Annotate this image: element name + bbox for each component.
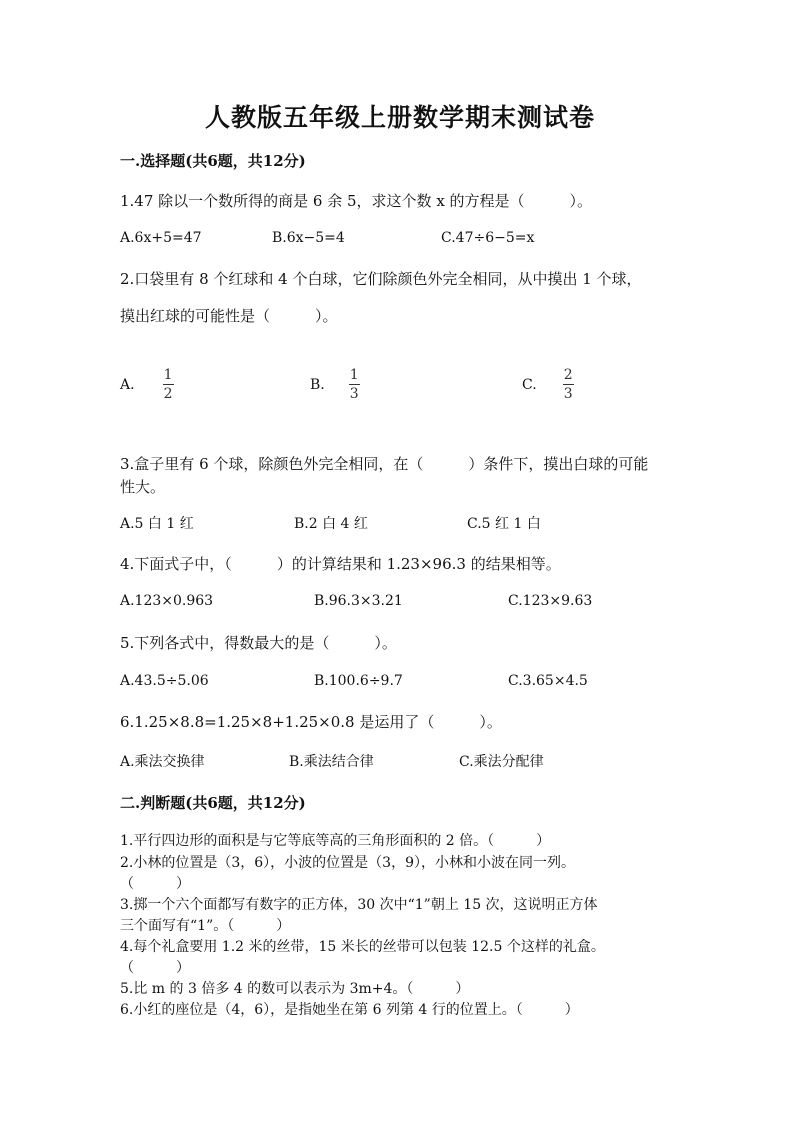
fraction-bar [349, 384, 360, 385]
question-2-option-b [310, 367, 360, 402]
option-label: A. [120, 376, 135, 393]
fraction-numerator: 1 [349, 367, 359, 383]
judge-line: 2.小林的位置是（3，6），小波的位置是（3，9），小林和小波在同一列。 [120, 855, 575, 871]
fraction-denominator: 2 [163, 386, 173, 402]
question-2-stem-line2: 摸出红球的可能性是（ ）。 [120, 307, 338, 325]
question-4-option-b: B.96.3×3.21 [314, 593, 403, 609]
question-2-option-a [120, 367, 174, 402]
judge-line: 1.平行四边形的面积是与它等底等高的三角形面积的 2 倍。（ ） [120, 833, 551, 849]
section-heading-judge: 二.判断题(共6题，共12分) [120, 794, 306, 812]
question-2-option-c [522, 367, 574, 402]
fraction-denominator: 3 [563, 386, 573, 402]
question-6-stem: 6.1.25×8.8=1.25×8+1.25×0.8 是运用了（ ）。 [120, 713, 502, 731]
question-5-option-c: C.3.65×4.5 [508, 673, 588, 689]
question-6-option-c: C.乘法分配律 [459, 754, 544, 770]
fraction-bar [563, 384, 574, 385]
judge-line: （ ） [120, 960, 190, 976]
section-heading-choice: 一.选择题(共6题，共12分) [120, 152, 306, 170]
option-label: C. [522, 376, 537, 393]
fraction-numerator: 2 [563, 367, 573, 383]
judge-line: 6.小红的座位是（4，6），是指她坐在第 6 列第 4 行的位置上。（ ） [120, 1002, 579, 1018]
fraction [349, 367, 360, 402]
judge-line: 4.每个礼盒要用 1.2 米的丝带，15 米长的丝带可以包装 12.5 个这样的礼盒。 [120, 939, 605, 955]
question-1-option-c: C.47÷6−5=x [441, 230, 535, 246]
question-1-stem: 1.47 除以一个数所得的商是 6 余 5，求这个数 x 的方程是（ ）。 [120, 192, 593, 210]
question-3-option-a: A.5 白 1 红 [120, 516, 194, 532]
judge-line: 5.比 m 的 3 倍多 4 的数可以表示为 3m+4。（ ） [120, 981, 470, 997]
fraction-denominator: 3 [349, 386, 359, 402]
question-5-option-b: B.100.6÷9.7 [314, 673, 403, 689]
question-4-option-c: C.123×9.63 [508, 593, 593, 609]
question-1-option-b: B.6x−5=4 [272, 230, 345, 246]
question-2-stem-line1: 2.口袋里有 8 个红球和 4 个白球，它们除颜色外完全相同，从中摸出 1 个球， [120, 270, 642, 288]
question-4-stem: 4.下面式子中，（ ）的计算结果和 1.23×96.3 的结果相等。 [120, 555, 561, 573]
fraction [563, 367, 574, 402]
question-6-option-a: A.乘法交换律 [120, 754, 205, 770]
question-6-option-b: B.乘法结合律 [289, 754, 374, 770]
question-3-option-c: C.5 红 1 白 [467, 516, 541, 532]
judge-line: （ ） [120, 876, 190, 892]
question-5-option-a: A.43.5÷5.06 [120, 673, 209, 689]
question-1-option-a: A.6x+5=47 [120, 230, 202, 246]
question-3-stem-line1: 3.盒子里有 6 个球，除颜色外完全相同，在（ ）条件下，摸出白球的可能 [120, 455, 649, 473]
question-4-option-a: A.123×0.963 [120, 593, 214, 609]
question-5-stem: 5.下列各式中，得数最大的是（ ）。 [120, 634, 397, 652]
fraction-bar [163, 384, 174, 385]
fraction-numerator: 1 [163, 367, 173, 383]
judge-line: 3.掷一个六个面都写有数字的正方体，30 次中“1”朝上 15 次，这说明正方体 [120, 897, 598, 913]
question-3-stem-line2: 性大。 [120, 478, 166, 496]
option-label: B. [310, 376, 325, 393]
judge-line: 三个面写有“1”。（ ） [120, 918, 291, 934]
page-title: 人教版五年级上册数学期末测试卷 [204, 103, 595, 132]
fraction [163, 367, 174, 402]
question-3-option-b: B.2 白 4 红 [294, 516, 368, 532]
